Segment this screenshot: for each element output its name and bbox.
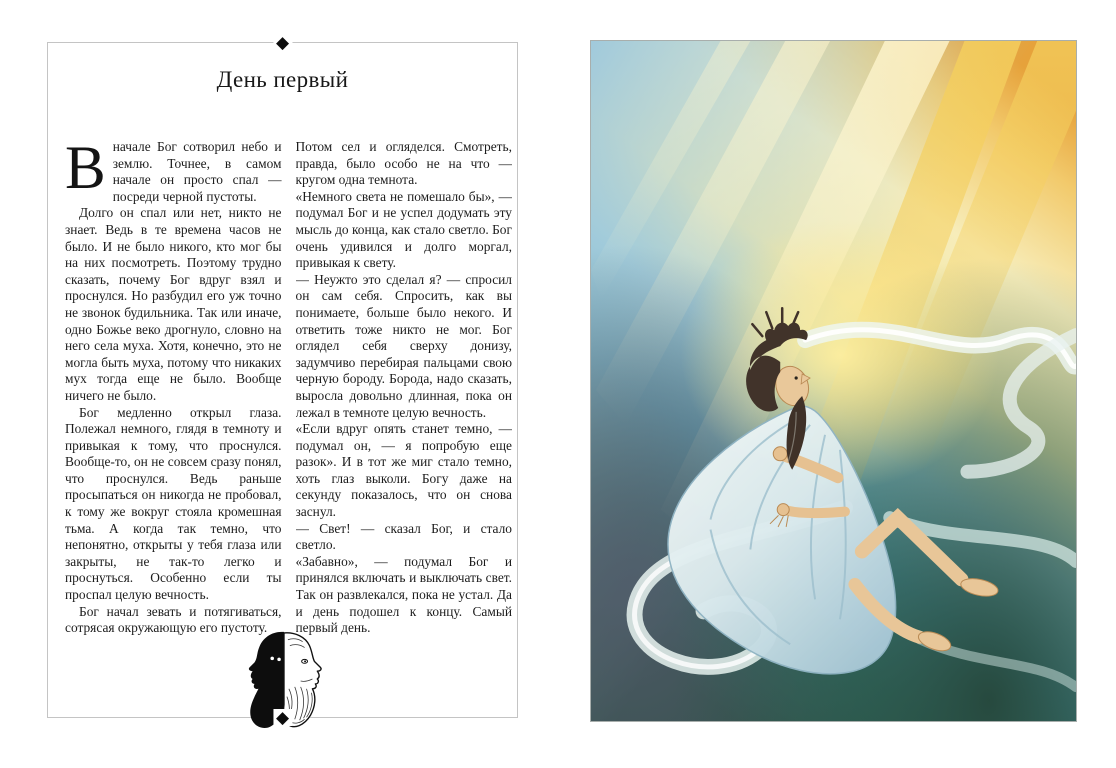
paragraph-2: Долго он спал или нет, никто не знает. Ведь в те времена часов не было. И не было никого, кто мог бы на них посмотреть. Поэтому трудно сказать, почему Бог вдруг взял и проснулся. Но разбудил его уж точно не звонок будильника. Так или иначе, одно Божье веко дрогнуло, словно на него села муха. Хотя, конечно, это не могла быть муха, потому что никаких мух тогда еще не было. Вообще ничего не было. <box>65 205 282 403</box>
paragraph-6: «Немного света не помешало бы», — подумал Бог и не успел додумать эту мысль до конца, как стало светло. Бог очень удивился и долго моргал, привыкая к свету. <box>295 188 512 271</box>
creation-illustration <box>591 41 1076 721</box>
paragraph-3: Бог медленно открыл глаза. Полежал немного, глядя в темноту и привыкая к тому, что проснулся. Вообще-то, он не совсем сразу понял, что проснулся. Ведь раньше просыпаться он никогда не пробовал, к тому же вокруг стояла кромешная тьма. А когда так темно, что непонятно, открыты у тебя глаза или закрыты, не так-то легко и проснуться. Особенно если ты проспал целую вечность. <box>65 404 282 603</box>
eye <box>795 376 798 379</box>
text-block <box>65 139 512 639</box>
text-column-1 <box>65 139 282 639</box>
paragraph-5: Потом сел и огляделся. Смотреть, правда, было особо не на что — кругом одна темнота. <box>295 139 512 188</box>
chapter-title: День первый <box>216 67 349 92</box>
paragraph-9: — Свет! — сказал Бог, и стало светло. <box>295 520 512 553</box>
text-column-2 <box>296 139 513 639</box>
diamond-ornament-top-icon: ◆ <box>273 34 292 51</box>
left-page <box>47 33 518 727</box>
right-page <box>590 40 1077 722</box>
paragraph-4: Бог начал зевать и потягиваться, сотрясая окружающую его пустоту. <box>65 603 282 636</box>
paragraph-1-text: начале Бог сотворил небо и землю. Точнее, в самом начале он просто спал — посреди черной пустоты. <box>112 139 282 204</box>
paragraph-10: «Забавно», — подумал Бог и принялся включать и выключать свет. Так он развлекался, пока не устал. Да и день подошел к концу. Самый первый день. <box>295 553 512 636</box>
diamond-ornament-bottom-icon: ◆ <box>273 709 292 726</box>
paragraph-1 <box>65 139 282 205</box>
drop-cap: В <box>65 139 106 202</box>
paragraph-8: «Если вдруг опять станет темно, — подумал он, — я попробую еще разок». И в тот же миг стало темно, хоть глаз выколи. Богу даже на секунду показалось, что он снова заснул. <box>295 421 512 520</box>
paragraph-7: — Неужто это сделал я? — спросил он сам себя. Спросить, как вы понимаете, больше было некого. И ответить тоже никто не мог. Бог оглядел себя сверху донизу, задумчиво перебирая пальцами свою черную бороду. Борода, надо сказать, выросла довольно длинная, пока он лежал в темноте целую вечность. <box>295 271 512 420</box>
